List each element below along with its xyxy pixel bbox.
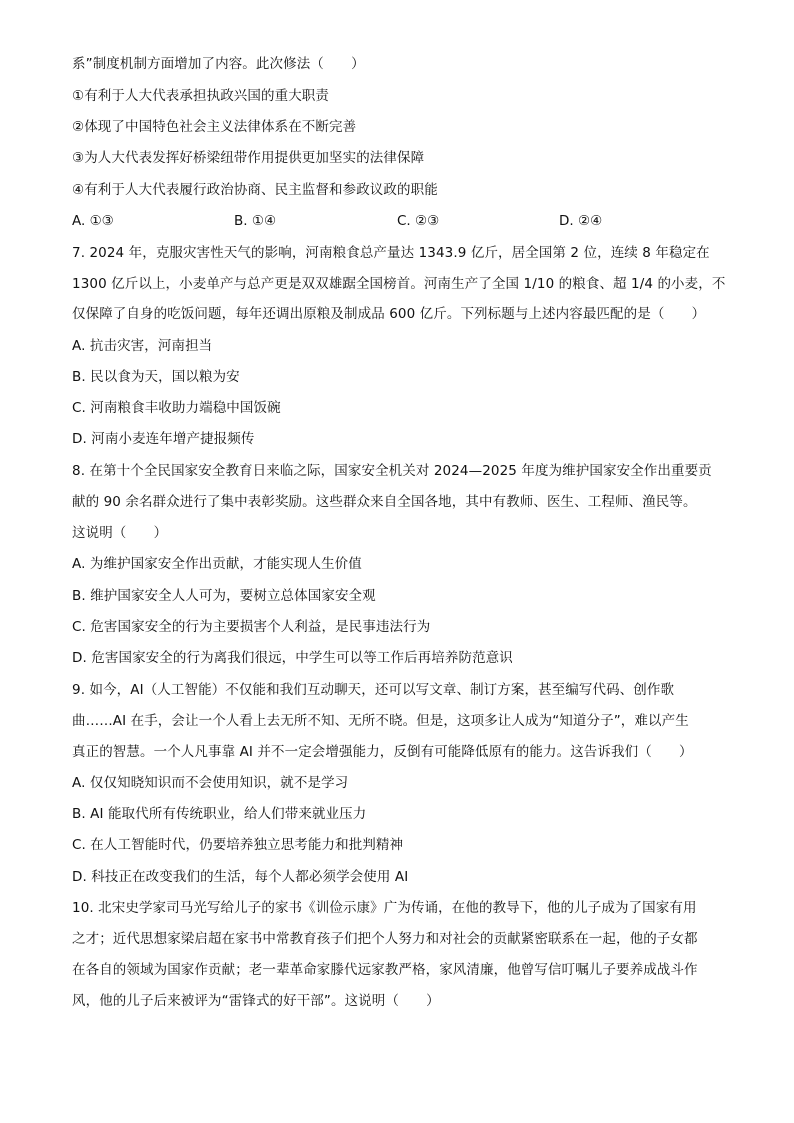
q6-statement-4: ④有利于人大代表履行政治协商、民主监督和参政议政的职能 xyxy=(72,182,438,198)
q6-option-b: B. ①④ xyxy=(234,213,277,229)
q6-statement-1: ①有利于人大代表承担执政兴国的重大职责 xyxy=(72,88,330,104)
q9-stem-line-3: 真正的智慧。一个人凡事靠 AI 并不一定会增强能力，反倒有可能降低原有的能力。这告诉我们（ ） xyxy=(72,744,693,760)
q10-stem-line-2: 之才；近代思想家梁启超在家书中常教育孩子们把个人努力和对社会的贡献紧密联系在一起，他的子女都 xyxy=(72,931,698,947)
q6-stem-tail: 系”制度机制方面增加了内容。此次修法（ ） xyxy=(72,56,365,72)
q7-option-a: A. 抗击灾害，河南担当 xyxy=(72,338,213,354)
q6-option-d: D. ②④ xyxy=(559,213,603,229)
q7-stem-line-1: 7. 2024 年，克服灾害性天气的影响，河南粮食总产量达 1343.9 亿斤，居全国第 2 位，连续 8 年稳定在 xyxy=(72,245,710,261)
q9-stem-line-2: 曲……AI 在手，会让一个人看上去无所不知、无所不晓。但是，这项多让人成为“知道分子”，难以产生 xyxy=(72,713,689,729)
q7-option-c: C. 河南粮食丰收助力端稳中国饭碗 xyxy=(72,400,281,416)
q6-statement-2: ②体现了中国特色社会主义法律体系在不断完善 xyxy=(72,119,357,135)
q9-option-d: D. 科技正在改变我们的生活，每个人都必须学会使用 AI xyxy=(72,869,409,885)
q6-statement-3: ③为人大代表发挥好桥梁纽带作用提供更加坚实的法律保障 xyxy=(72,150,425,166)
q8-option-d: D. 危害国家安全的行为离我们很远，中学生可以等工作后再培养防范意识 xyxy=(72,650,513,666)
q7-stem-line-3: 仅保障了自身的吃饭问题，每年还调出原粮及制成品 600 亿斤。下列标题与上述内容最匹配的是（ ） xyxy=(72,306,706,322)
q8-option-b: B. 维护国家安全人人可为，要树立总体国家安全观 xyxy=(72,588,376,604)
q8-option-a: A. 为维护国家安全作出贡献，才能实现人生价值 xyxy=(72,556,362,572)
q6-options xyxy=(72,211,722,231)
q9-stem-line-1: 9. 如今，AI（人工智能）不仅能和我们互动聊天，还可以写文章、制订方案，甚至编写代码、创作歌 xyxy=(72,682,675,698)
q9-option-a: A. 仅仅知晓知识而不会使用知识，就不是学习 xyxy=(72,775,349,791)
q10-stem-line-3: 在各自的领域为国家作贡献；老一辈革命家滕代远家教严格，家风清廉，他曾写信叮嘱儿子要养成战斗作 xyxy=(72,962,698,978)
q8-stem-line-1: 8. 在第十个全民国家安全教育日来临之际，国家安全机关对 2024—2025 年度为维护国家安全作出重要贡 xyxy=(72,463,712,479)
q7-option-d: D. 河南小麦连年增产捷报频传 xyxy=(72,431,255,447)
q10-stem-line-1: 10. 北宋史学家司马光写给儿子的家书《训俭示康》广为传诵，在他的教导下，他的儿子成为了国家有用 xyxy=(72,900,697,916)
q8-stem-line-3: 这说明（ ） xyxy=(72,525,168,541)
q9-option-c: C. 在人工智能时代，仍要培养独立思考能力和批判精神 xyxy=(72,837,404,853)
q8-stem-line-2: 献的 90 余名群众进行了集中表彰奖励。这些群众来自全国各地，其中有教师、医生、工程师、渔民等。 xyxy=(72,494,697,510)
q9-option-b: B. AI 能取代所有传统职业，给人们带来就业压力 xyxy=(72,806,367,822)
q8-option-c: C. 危害国家安全的行为主要损害个人利益，是民事违法行为 xyxy=(72,619,431,635)
q6-option-c: C. ②③ xyxy=(397,213,440,229)
q6-option-a: A. ①③ xyxy=(72,213,114,229)
q10-stem-line-4: 风，他的儿子后来被评为“雷锋式的好干部”。这说明（ ） xyxy=(72,993,440,1009)
q7-option-b: B. 民以食为天，国以粮为安 xyxy=(72,369,240,385)
q7-stem-line-2: 1300 亿斤以上，小麦单产与总产更是双双雄踞全国榜首。河南生产了全国 1/10 的粮食、超 1/4 的小麦，不 xyxy=(72,276,726,292)
